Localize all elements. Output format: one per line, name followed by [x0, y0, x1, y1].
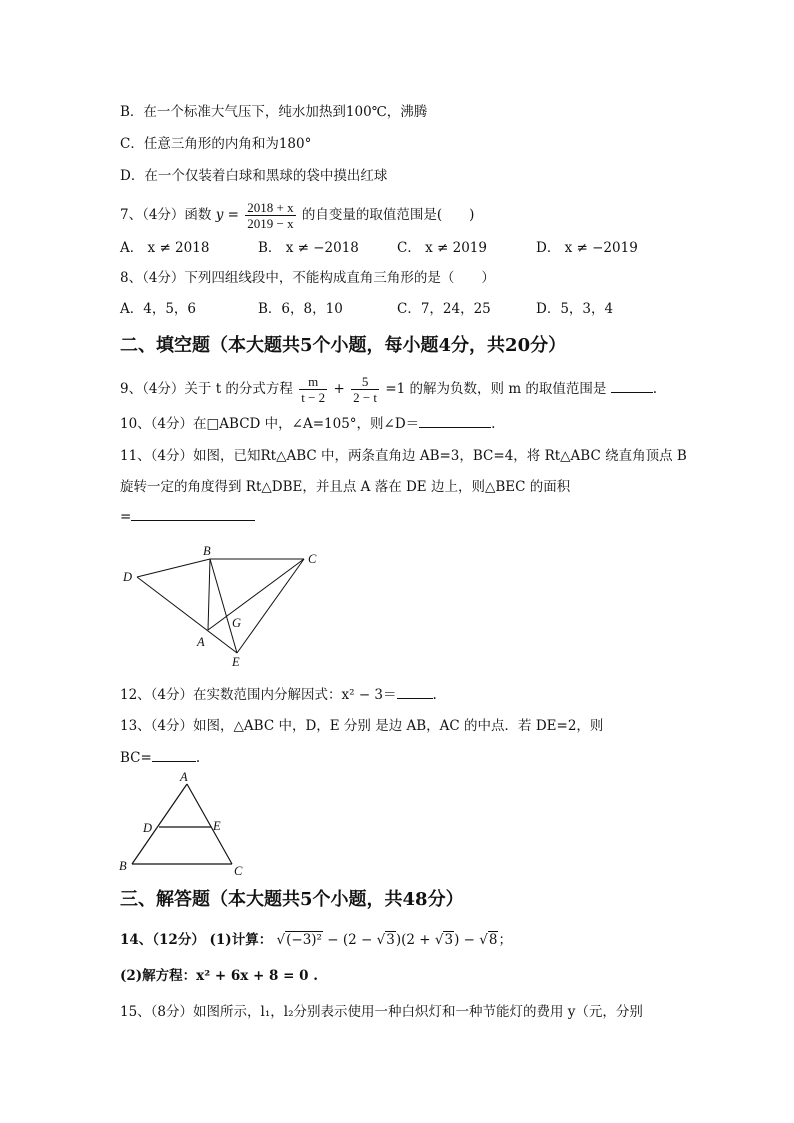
option-q7-d: D． x ≠ −2019 — [536, 240, 638, 256]
q9-suffix: =1 的解为负数，则 m 的取值范围是 — [385, 381, 607, 397]
q14-sqrt-sign-3: √ — [434, 932, 444, 948]
question-13-line-1: 13、（4分）如图，△ABC 中，D，E 分别 是边 AB，AC 的中点．若 DE=2，则 — [120, 718, 604, 734]
q14-sqrt-sign-1: √ — [276, 932, 286, 948]
section-3-heading: 三、解答题（本大题共5个小题，共48分） — [120, 889, 464, 910]
q14-sqrt-sign-2: √ — [376, 932, 386, 948]
option-q6-d: D．在一个仅装着白球和黑球的袋中摸出红球 — [120, 168, 388, 184]
q11-equals: = — [120, 509, 132, 525]
fig11-label-c: C — [308, 552, 317, 566]
q9-answer-blank[interactable] — [611, 379, 653, 393]
q10-end: . — [491, 416, 496, 432]
segment-ba — [208, 559, 210, 630]
question-14-line-1 — [120, 930, 512, 950]
question-7 — [120, 200, 474, 231]
q9-f2-denominator: 2 − t — [353, 390, 378, 405]
segment-ab — [132, 784, 187, 864]
question-13-line-2 — [120, 748, 200, 768]
segment-de — [137, 577, 237, 653]
option-q6-c: C．任意三角形的内角和为180° — [120, 136, 312, 152]
figure-11-rotated-triangles — [118, 540, 328, 670]
fig11-label-e: E — [232, 655, 240, 669]
fig13-label-c: C — [234, 864, 243, 878]
q9-prefix: 9、（4分）关于 t 的分式方程 — [120, 381, 293, 397]
fig13-label-a: A — [180, 770, 188, 784]
option-q8-a: A．4，5，6 — [120, 301, 197, 317]
q9-f1-denominator: t − 2 — [301, 390, 326, 405]
segment-db — [137, 559, 210, 577]
question-10 — [120, 414, 495, 434]
q14-mid-1: − (2 − — [322, 932, 377, 948]
q7-y: y = — [215, 207, 239, 223]
q12-text: 12、（4分）在实数范围内分解因式：x² − 3＝ — [120, 687, 397, 703]
option-q7-b: B． x ≠ −2018 — [258, 240, 359, 256]
question-11-line-3 — [120, 507, 255, 527]
q7-fraction — [245, 200, 295, 231]
q9-fraction-2 — [351, 374, 379, 405]
q7-numerator: 2018 + x — [247, 200, 294, 215]
q10-answer-blank[interactable] — [419, 414, 491, 428]
q12-answer-blank[interactable] — [397, 685, 433, 699]
question-14-line-2: (2)解方程：x² + 6x + 8 = 0 . — [120, 968, 318, 984]
option-q7-c: C． x ≠ 2019 — [397, 240, 487, 256]
q11-answer-blank[interactable] — [131, 507, 255, 521]
fig11-label-g: G — [232, 616, 242, 630]
q14-end: ； — [498, 932, 512, 948]
q13-end: . — [195, 750, 201, 766]
q14-radicand-2: 3 — [386, 932, 395, 948]
q9-plus: + — [333, 381, 345, 397]
q14-radicand-1: (−3)² — [286, 932, 322, 948]
question-12 — [120, 685, 437, 705]
q14-mid-2: )(2 + — [395, 932, 435, 948]
q9-end: . — [652, 381, 658, 397]
option-q7-a: A． x ≠ 2018 — [120, 240, 210, 256]
q10-text: 10、（4分）在□ABCD 中，∠A=105°，则∠D＝ — [120, 416, 420, 432]
q13-answer-blank[interactable] — [152, 748, 196, 762]
segment-be — [210, 559, 237, 653]
q13-bc: BC= — [120, 750, 152, 766]
q9-f1-numerator: m — [299, 374, 327, 390]
q14-mid-3: ) − — [454, 932, 480, 948]
q7-prefix: 7、（4分）函数 — [120, 207, 212, 223]
segment-ce — [237, 559, 304, 653]
fig13-label-e: E — [213, 819, 221, 833]
fig11-label-b: B — [203, 544, 211, 558]
question-11-line-2: 旋转一定的角度得到 Rt△DBE，并且点 A 落在 DE 边上，则△BEC 的面积 — [120, 479, 571, 495]
option-q8-c: C．7，24，25 — [397, 301, 491, 317]
question-9 — [120, 374, 657, 405]
fig11-label-d: D — [123, 570, 133, 584]
option-q8-d: D．5，3，4 — [536, 301, 614, 317]
question-11-line-1: 11、（4分）如图，已知Rt△ABC 中，两条直角边 AB=3，BC=4，将 Rt△ABC 绕直角顶点 B — [120, 448, 687, 464]
segment-ac — [208, 559, 304, 630]
fig13-label-d: D — [143, 821, 153, 835]
q9-fraction-1 — [299, 374, 327, 405]
q7-denominator: 2019 − x — [247, 216, 294, 231]
fig13-label-b: B — [119, 859, 127, 873]
segment-ac — [187, 784, 232, 864]
question-8: 8、（4分）下列四组线段中，不能构成直角三角形的是（ ） — [120, 270, 495, 286]
q12-end: . — [432, 687, 437, 703]
q14-sqrt-sign-4: √ — [479, 932, 488, 948]
q14-radicand-3: 3 — [444, 932, 454, 948]
option-q8-b: B．6，8，10 — [258, 301, 343, 317]
q7-suffix: 的自变量的取值范围是( ) — [301, 207, 475, 223]
fig11-label-a: A — [197, 635, 205, 649]
q14-radicand-4: 8 — [488, 932, 498, 948]
q14-prefix: 14、（12分） (1)计算： — [120, 932, 273, 948]
question-15: 15、（8分）如图所示，l₁，l₂分别表示使用一种白炽灯和一种节能灯的费用 y（元，分别 — [120, 1004, 643, 1020]
option-q6-b: B．在一个标准大气压下，纯水加热到100℃，沸腾 — [120, 104, 428, 120]
q9-f2-numerator: 5 — [351, 374, 379, 390]
figure-13-triangle-midline — [116, 770, 256, 880]
section-2-heading: 二、填空题（本大题共5个小题，每小题4分，共20分） — [120, 335, 567, 356]
